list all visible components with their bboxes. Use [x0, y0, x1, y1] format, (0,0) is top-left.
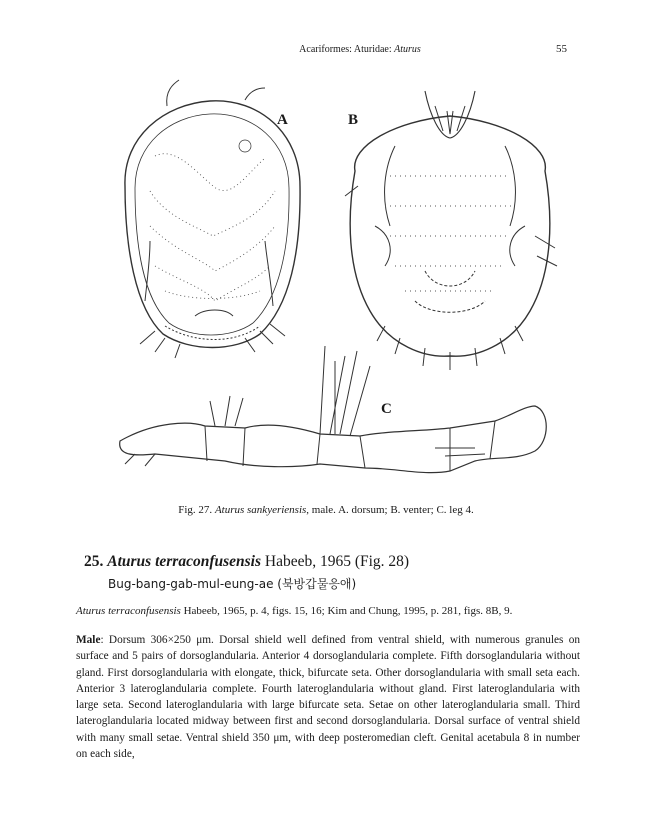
species-authority: Habeeb, 1965 (Fig. 28) — [261, 553, 410, 570]
page-number: 55 — [556, 43, 567, 55]
korean-common-name: Bug-bang-gab-mul-eung-ae (북방갑물응애) — [108, 577, 357, 591]
species-number: 25. — [84, 553, 104, 570]
running-head: Acariformes: Aturidae: Aturus — [299, 44, 421, 55]
dorsum-drawing — [125, 80, 300, 358]
description-label: Male — [76, 634, 101, 646]
leg-drawing — [120, 346, 547, 473]
figure-illustration — [95, 76, 565, 496]
figure-caption: Fig. 27. Aturus sankyeriensis, male. A. dorsum; B. venter; C. leg 4. — [178, 504, 474, 516]
panel-label-b: B — [348, 112, 359, 128]
species-name: Aturus terraconfusensis — [107, 553, 262, 570]
venter-drawing — [345, 91, 557, 370]
caption-species: Aturus sankyeriensis — [214, 504, 307, 516]
description-text: : Dorsum 306×250 μm. Dorsal shield well defined from ventral shield, with numerous granules on surface and 5 pairs of dorsoglandularia. Anterior 4 dorsoglandularia complete. Fifth dorsoglandularia without gland. First dorsoglandularia with elongate, thick, bifurcate seta. Other dorsoglandularia with small seta each. Anterior 3 lateroglandularia complete. Fourth lateroglandularia without gland. First lateroglandularia with large seta. Second lateroglandularia with large bifurcate seta. Setae on other lateroglandularia small. Third lateroglandularia located midway between first and second dorsoglandularia. Dorsal surface of ventral shield with many small setae. Ventral shield 350 μm, with deep posteromedian cleft. Genital acetabula 8 in number on each side, — [76, 634, 580, 761]
figure-27 — [95, 76, 565, 496]
running-head-genus: Aturus — [394, 44, 421, 55]
species-heading — [84, 553, 409, 571]
panel-label-c: C — [381, 401, 392, 417]
panel-label-a: A — [277, 112, 288, 128]
synonymy-citation: Aturus terraconfusensis Habeeb, 1965, p. 4, figs. 15, 16; Kim and Chung, 1995, p. 281, figs. 8B, 9. — [76, 605, 513, 617]
description-paragraph — [76, 632, 580, 762]
citation-taxon: Aturus terraconfusensis — [76, 605, 181, 617]
